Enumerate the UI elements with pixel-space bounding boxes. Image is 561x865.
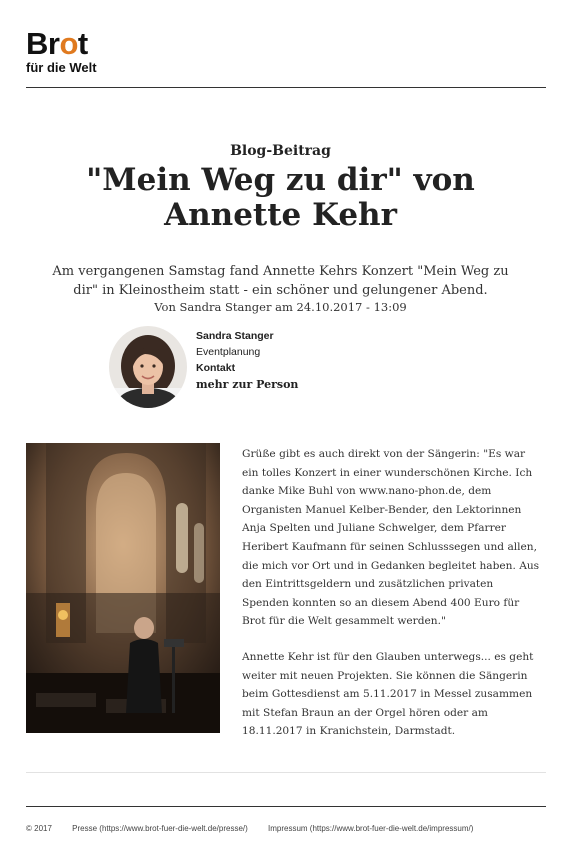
concert-photo bbox=[26, 443, 220, 733]
body-paragraph: Annette Kehr ist für den Glauben unterwegs... es geht weiter mit neuen Projekten. Sie können die Sängerin beim Gottesdienst am 5.11.2017 in Messel zusammen mit Stefan Braun an der Orgel hören oder am 18.11.2017 in Kranichstein, Darmstadt. bbox=[242, 650, 534, 738]
article-kicker: Blog-Beitrag bbox=[230, 143, 331, 159]
logo-subline: für die Welt bbox=[26, 60, 97, 75]
page-footer bbox=[26, 824, 491, 833]
author-box bbox=[196, 328, 298, 393]
content-divider bbox=[26, 772, 546, 773]
body-paragraph: Grüße gibt es auch direkt von der Sängerin: "Es war ein tolles Konzert in einer wunderschönen Kirche. Ich danke Mike Buhl von www.nano-phon.de, dem Organisten Manuel Kelber-Bender, den Lektorinnen Anja Spelten und Juliane Schwelger, dem Pfarrer Heribert Kaufmann für seinen Schlusssegen und allen, die mich vor Ort und in Gedanken begleitet haben. Aus den Eintrittsgeldern und zusätzlichen privaten Spenden konnten so an diesem Abend 400 Euro für Brot für die Welt gesammelt werden." bbox=[242, 448, 540, 628]
article-title: "Mein Weg zu dir" von Annette Kehr bbox=[86, 162, 475, 233]
article-lead: Am vergangenen Samstag fand Annette Kehrs Konzert "Mein Weg zu dir" in Kleinostheim statt - ein schöner und gelungener Abend. bbox=[52, 264, 509, 298]
footer-copyright: © 2017 bbox=[26, 824, 52, 833]
article-body bbox=[242, 445, 542, 758]
author-more-link[interactable]: mehr zur Person bbox=[196, 378, 299, 391]
footer-imprint-link[interactable]: Impressum (https://www.brot-fuer-die-welt.de/impressum/) bbox=[268, 824, 474, 833]
author-contact-link[interactable]: Kontakt bbox=[196, 362, 236, 374]
footer-press-link[interactable]: Presse (https://www.brot-fuer-die-welt.de/presse/) bbox=[72, 824, 248, 833]
footer-divider bbox=[26, 806, 546, 807]
logo-wordmark: Brot bbox=[26, 26, 88, 61]
article-byline: Von Sandra Stanger am 24.10.2017 - 13:09 bbox=[154, 300, 407, 314]
logo-letter-o: o bbox=[59, 26, 78, 61]
header-divider bbox=[26, 87, 546, 88]
author-role: Eventplanung bbox=[196, 346, 261, 358]
brand-logo[interactable] bbox=[26, 28, 97, 75]
author-name: Sandra Stanger bbox=[196, 330, 274, 342]
author-avatar bbox=[109, 326, 187, 408]
